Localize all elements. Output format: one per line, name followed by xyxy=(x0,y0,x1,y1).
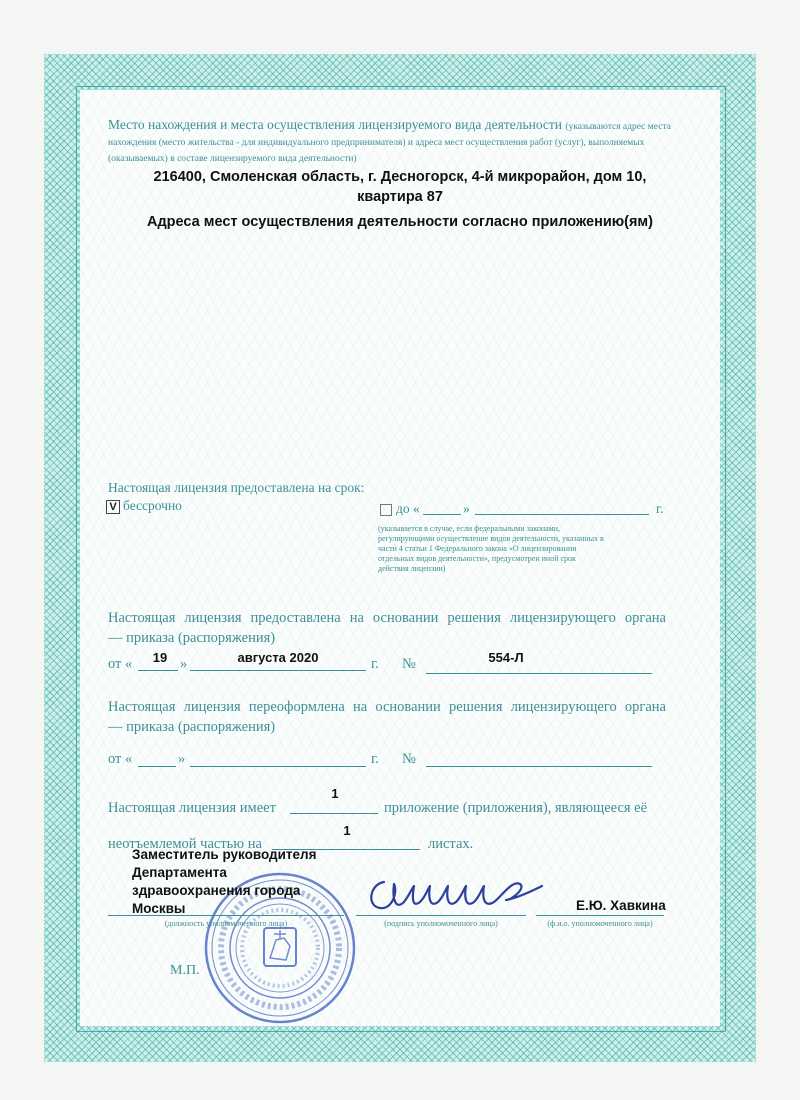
until-checkbox[interactable] xyxy=(380,504,392,516)
until-day-line xyxy=(423,514,461,515)
reissue-number-label: № xyxy=(402,751,416,767)
appendix-sheets: 1 xyxy=(343,823,351,838)
signatory-name: Е.Ю. Хавкина xyxy=(576,898,666,913)
reissue-year-suffix: г. xyxy=(371,751,379,767)
signatory-position-line-3: здравоохранения города xyxy=(132,883,301,898)
appendix-line2-prefix: неотъемлемой частью на xyxy=(108,836,262,852)
indefinite-checkbox[interactable] xyxy=(106,500,120,514)
basis-number-line xyxy=(426,673,652,674)
basis-heading-line-1: Настоящая лицензия предоставлена на основании решения лицензирующего органа xyxy=(108,610,666,626)
reissue-month-line xyxy=(190,766,366,767)
signatory-position-line-1: Заместитель руководителя xyxy=(132,847,317,862)
signatory-position-line-4: Москвы xyxy=(132,901,186,916)
until-year-suffix: г. xyxy=(656,501,664,516)
indefinite-label: бессрочно xyxy=(123,498,182,513)
basis-day-line xyxy=(138,670,178,671)
basis-heading xyxy=(108,608,666,648)
reissue-number-line xyxy=(426,766,652,767)
basis-number: 554-Л xyxy=(488,650,524,665)
location-note: (указываются адрес места нахождения (место жительства - для индивидуального предпринимателя) и адреса мест осуществления работ (услуг), выполняемых (оказываемых) в составе лицензируемого вида деятельности) xyxy=(108,122,671,164)
signatory-position-line-2: Департамента xyxy=(132,865,227,880)
address-block xyxy=(100,167,700,207)
appendix-count-line xyxy=(290,813,378,814)
position-line xyxy=(108,915,344,916)
caption-name: (ф.и.о. уполномоченного лица) xyxy=(547,919,653,928)
appendix-line1-prefix: Настоящая лицензия имеет xyxy=(108,800,276,816)
until-label: до « xyxy=(396,501,420,516)
basis-from-label: от « xyxy=(108,656,133,672)
basis-year-suffix: г. xyxy=(371,656,379,672)
appendix-line2-suffix: листах. xyxy=(428,836,474,852)
until-month-line xyxy=(475,514,649,515)
appendix-line1-suffix: приложение (приложения), являющееся её xyxy=(384,800,648,816)
basis-day: 19 xyxy=(152,650,168,665)
basis-number-label: № xyxy=(402,656,416,672)
basis-month-line xyxy=(190,670,366,671)
reissue-heading xyxy=(108,697,666,737)
reissue-quote-close: » xyxy=(178,751,186,767)
term-heading: Настоящая лицензия предоставлена на срок: xyxy=(108,480,365,495)
signature-line xyxy=(356,915,526,916)
caption-signature: (подпись уполномоченного лица) xyxy=(384,919,498,928)
reissue-heading-line-2: — приказа (распоряжения) xyxy=(108,719,276,735)
basis-month-year: августа 2020 xyxy=(237,650,319,665)
reissue-day-line xyxy=(138,766,176,767)
name-line xyxy=(536,915,664,916)
address-line-2: квартира 87 xyxy=(357,189,443,205)
location-heading-block xyxy=(108,117,688,165)
basis-heading-line-2: — приказа (распоряжения) xyxy=(108,630,276,646)
addresses-note: Адреса мест осуществления деятельности согласно приложению(ям) xyxy=(147,214,653,230)
reissue-from-label: от « xyxy=(108,751,133,767)
signatory-position xyxy=(132,846,316,918)
caption-position: (должность уполномоченного лица) xyxy=(164,919,288,928)
appendix-count: 1 xyxy=(331,786,339,801)
basis-quote-close: » xyxy=(180,656,188,672)
until-quote-close: » xyxy=(463,501,470,516)
address-line-1: 216400, Смоленская область, г. Десногорск, 4-й микрорайон, дом 10, xyxy=(153,169,647,185)
seal-label: М.П. xyxy=(170,963,200,978)
location-heading: Место нахождения и места осуществления лицензируемого вида деятельности xyxy=(108,117,563,132)
check-mark-icon: V xyxy=(109,501,117,513)
handwritten-signature xyxy=(362,870,552,920)
reissue-heading-line-1: Настоящая лицензия переоформлена на основании решения лицензирующего органа xyxy=(108,699,666,715)
term-note: (указывается в случае, если федеральными законами, регулирующими осуществление видов деятельности, указанных в части 4 статьи 1 Федерального закона «О лицензировании отдельных видов деятельности», предусмотрен иной срок действия лицензии) xyxy=(378,524,604,573)
